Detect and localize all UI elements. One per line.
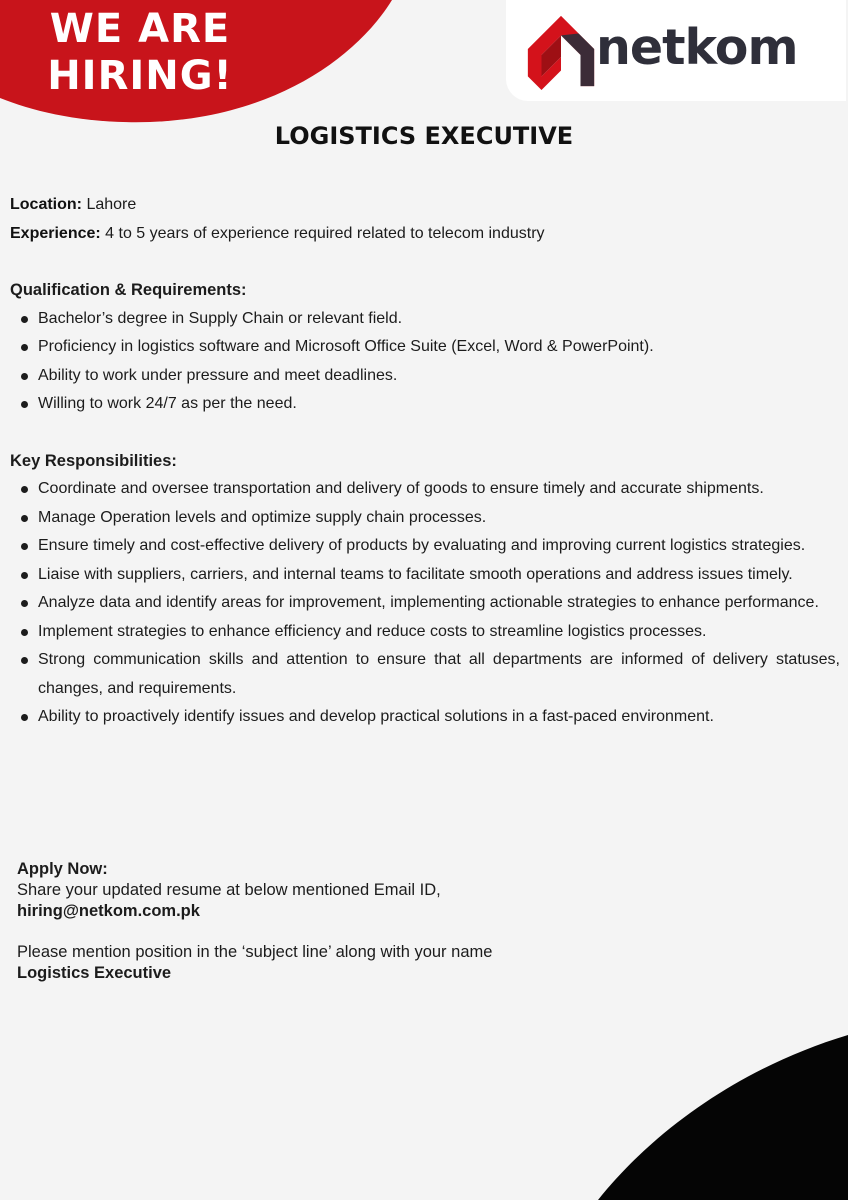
location-value: Lahore [86, 196, 137, 213]
location-label: Location: [10, 196, 82, 213]
responsibilities-heading: Key Responsibilities: [10, 451, 177, 470]
list-item: Ability to work under pressure and meet deadlines. [38, 362, 840, 391]
list-item: Coordinate and oversee transportation and delivery of goods to ensure timely and accurate shipments. [38, 475, 840, 504]
qualifications-heading: Qualification & Requirements: [10, 281, 247, 299]
subject-note: Please mention position in the ‘subject line’ along with your name [17, 943, 493, 961]
responsibilities-list [10, 475, 840, 732]
hiring-banner-line1: WE ARE [49, 6, 231, 52]
job-title: LOGISTICS EXECUTIVE [274, 122, 574, 150]
experience-line [10, 220, 840, 249]
apply-instruction: Share your updated resume at below mentioned Email ID, [17, 881, 441, 899]
qualifications-list [10, 305, 840, 419]
list-item: Proficiency in logistics software and Microsoft Office Suite (Excel, Word & PowerPoint). [38, 333, 840, 362]
decorative-corner-shape [598, 1035, 848, 1200]
list-item: Analyze data and identify areas for improvement, implementing actionable strategies to enhance performance. [38, 589, 840, 618]
netkom-n-logo-icon [522, 12, 600, 90]
list-item: Bachelor’s degree in Supply Chain or relevant field. [38, 305, 840, 334]
list-item: Strong communication skills and attention to ensure that all departments are informed of delivery statuses, changes, and requirements. [38, 646, 840, 703]
job-details [10, 191, 840, 732]
apply-heading: Apply Now: [17, 860, 108, 878]
list-item: Ensure timely and cost-effective delivery of products by evaluating and improving current logistics strategies. [38, 532, 840, 561]
company-name: netkom [596, 19, 798, 76]
list-item: Implement strategies to enhance efficiency and reduce costs to streamline logistics processes. [38, 618, 840, 647]
experience-value: 4 to 5 years of experience required related to telecom industry [105, 224, 545, 242]
hiring-banner-line2: HIRING! [47, 53, 233, 99]
location-line [10, 191, 840, 220]
apply-email-link[interactable]: hiring@netkom.com.pk [17, 902, 200, 920]
experience-label: Experience: [10, 224, 101, 242]
company-logo [506, 0, 846, 101]
subject-position: Logistics Executive [17, 964, 172, 982]
list-item: Manage Operation levels and optimize supply chain processes. [38, 504, 840, 533]
list-item: Ability to proactively identify issues and develop practical solutions in a fast-paced environment. [38, 703, 840, 732]
list-item: Liaise with suppliers, carriers, and internal teams to facilitate smooth operations and address issues timely. [38, 561, 840, 590]
apply-section [17, 859, 797, 984]
hiring-banner [0, 6, 280, 100]
list-item: Willing to work 24/7 as per the need. [38, 390, 840, 419]
